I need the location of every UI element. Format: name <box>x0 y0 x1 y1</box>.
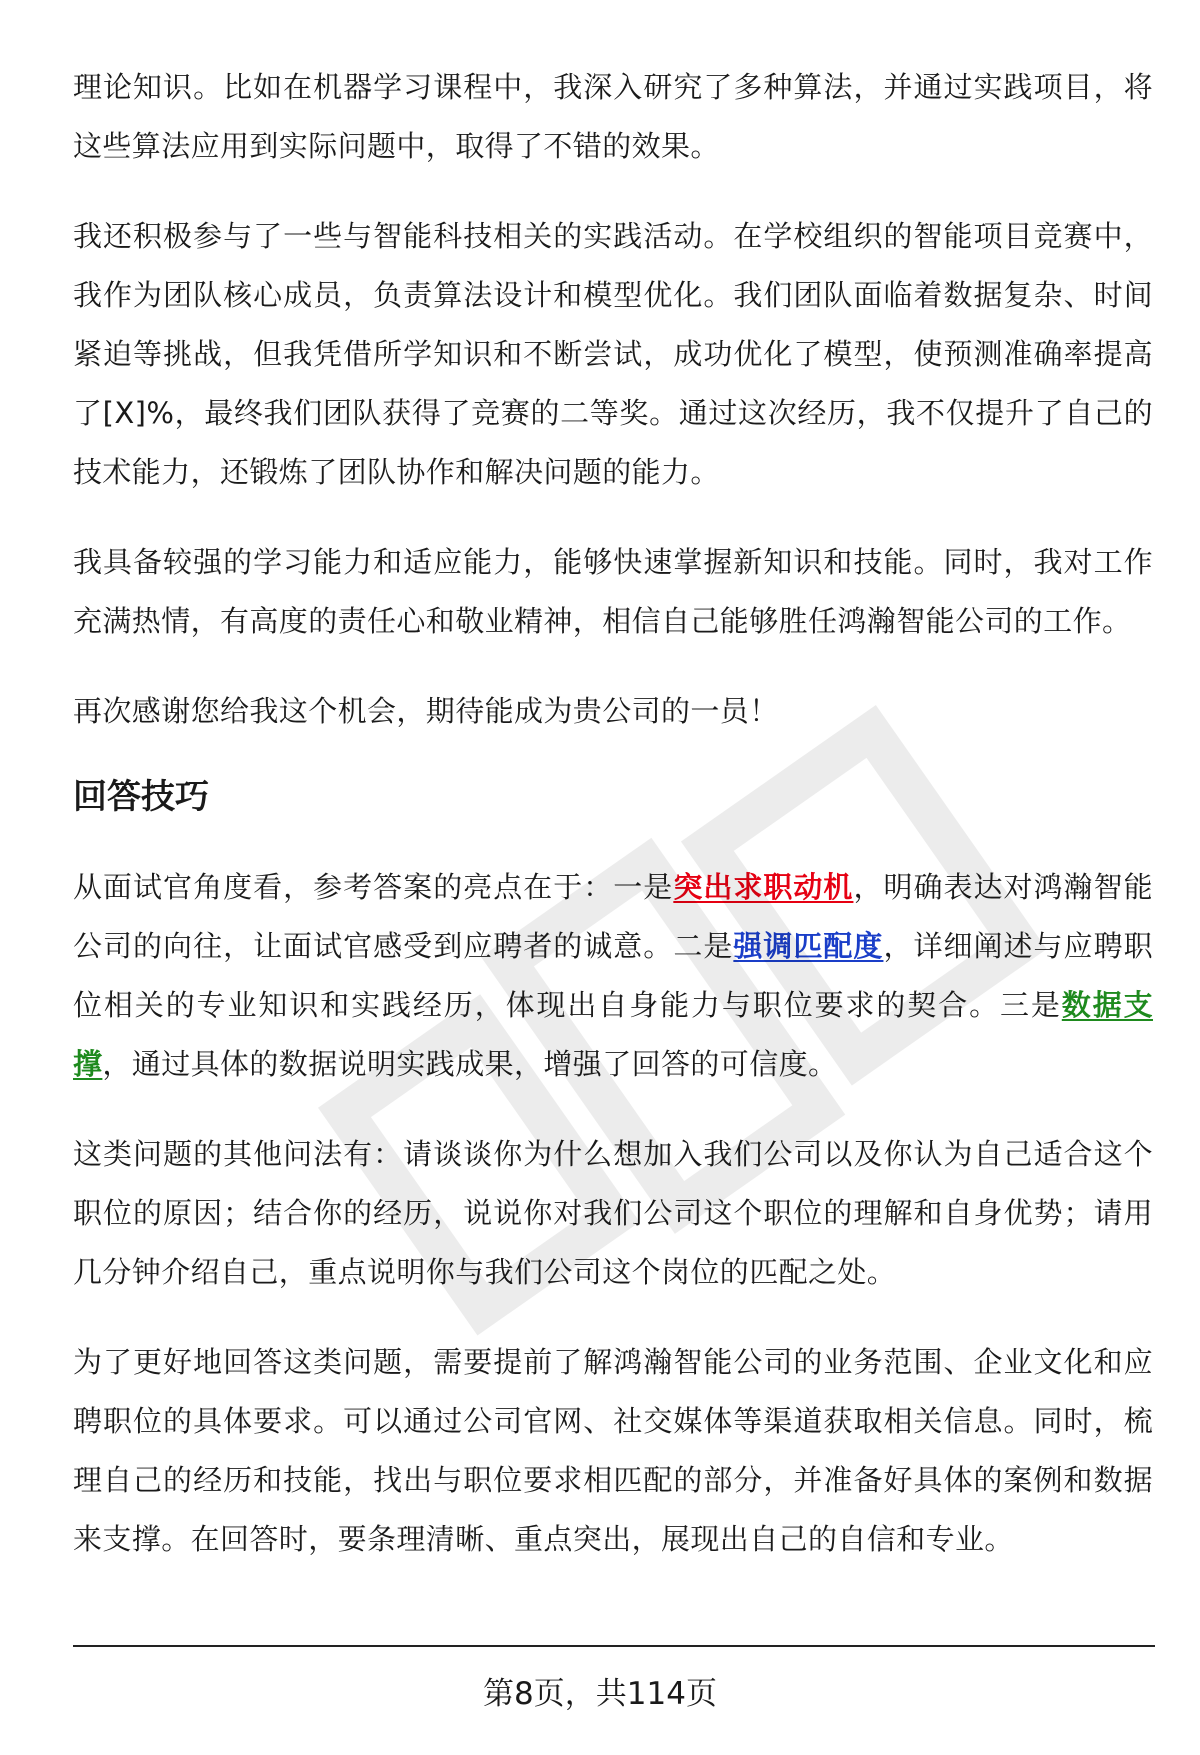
paragraph-thanks: 再次感谢您给我这个机会，期待能成为贵公司的一员！ <box>73 694 779 728</box>
tips-text-2: ，明确表达对鸿瀚智能公司的向往，让面试官感受到应聘者的诚意。二是 <box>73 870 1153 963</box>
paragraph-practice: 我还积极参与了一些与智能科技相关的实践活动。在学校组织的智能项目竞赛中，我作为团队核心成员，负责算法设计和模型优化。我们团队面临着数据复杂、时间紧迫等挑战，但我凭借所学知识和不断尝试，成功优化了模型，使预测准确率提高了[X]%，最终我们团队获得了竞赛的二等奖。通过这次经历，我不仅提升了自己的技术能力，还锻炼了团队协作和解决问题的能力。 <box>73 219 1153 489</box>
paragraph-abilities: 我具备较强的学习能力和适应能力，能够快速掌握新知识和技能。同时，我对工作充满热情，有高度的责任心和敬业精神，相信自己能够胜任鸿瀚智能公司的工作。 <box>73 545 1153 638</box>
paragraph-tips <box>73 858 1153 1094</box>
footer-divider <box>73 1645 1155 1647</box>
page-number: 第8页，共114页 <box>483 1676 717 1712</box>
paragraph-preparation: 为了更好地回答这类问题，需要提前了解鸿瀚智能公司的业务范围、企业文化和应聘职位的具体要求。可以通过公司官网、社交媒体等渠道获取相关信息。同时，梳理自己的经历和技能，找出与职位要求相匹配的部分，并准备好具体的案例和数据来支撑。在回答时，要条理清晰、重点突出，展现出自己的自信和专业。 <box>73 1345 1153 1556</box>
tips-text-1: 从面试官角度看，参考答案的亮点在于：一是 <box>73 870 674 904</box>
tips-text-4: ，通过具体的数据说明实践成果，增强了回答的可信度。 <box>102 1047 838 1081</box>
section-heading: 回答技巧 <box>73 777 209 817</box>
document-body <box>73 58 1153 1600</box>
paragraph-alternatives: 这类问题的其他问法有：请谈谈你为什么想加入我们公司以及你认为自己适合这个职位的原因；结合你的经历，说说你对我们公司这个职位的理解和自身优势；请用几分钟介绍自己，重点说明你与我们公司这个岗位的匹配之处。 <box>73 1137 1153 1289</box>
tips-text-3: ，详细阐述与应聘职位相关的专业知识和实践经历，体现出自身能力与职位要求的契合。三是 <box>73 929 1153 1022</box>
highlight-motivation: 突出求职动机 <box>673 870 854 904</box>
paragraph-knowledge: 理论知识。比如在机器学习课程中，我深入研究了多种算法，并通过实践项目，将这些算法应用到实际问题中，取得了不错的效果。 <box>73 70 1153 163</box>
highlight-match: 强调匹配度 <box>733 929 884 963</box>
highlight-data: 数据支撑 <box>73 988 1153 1081</box>
